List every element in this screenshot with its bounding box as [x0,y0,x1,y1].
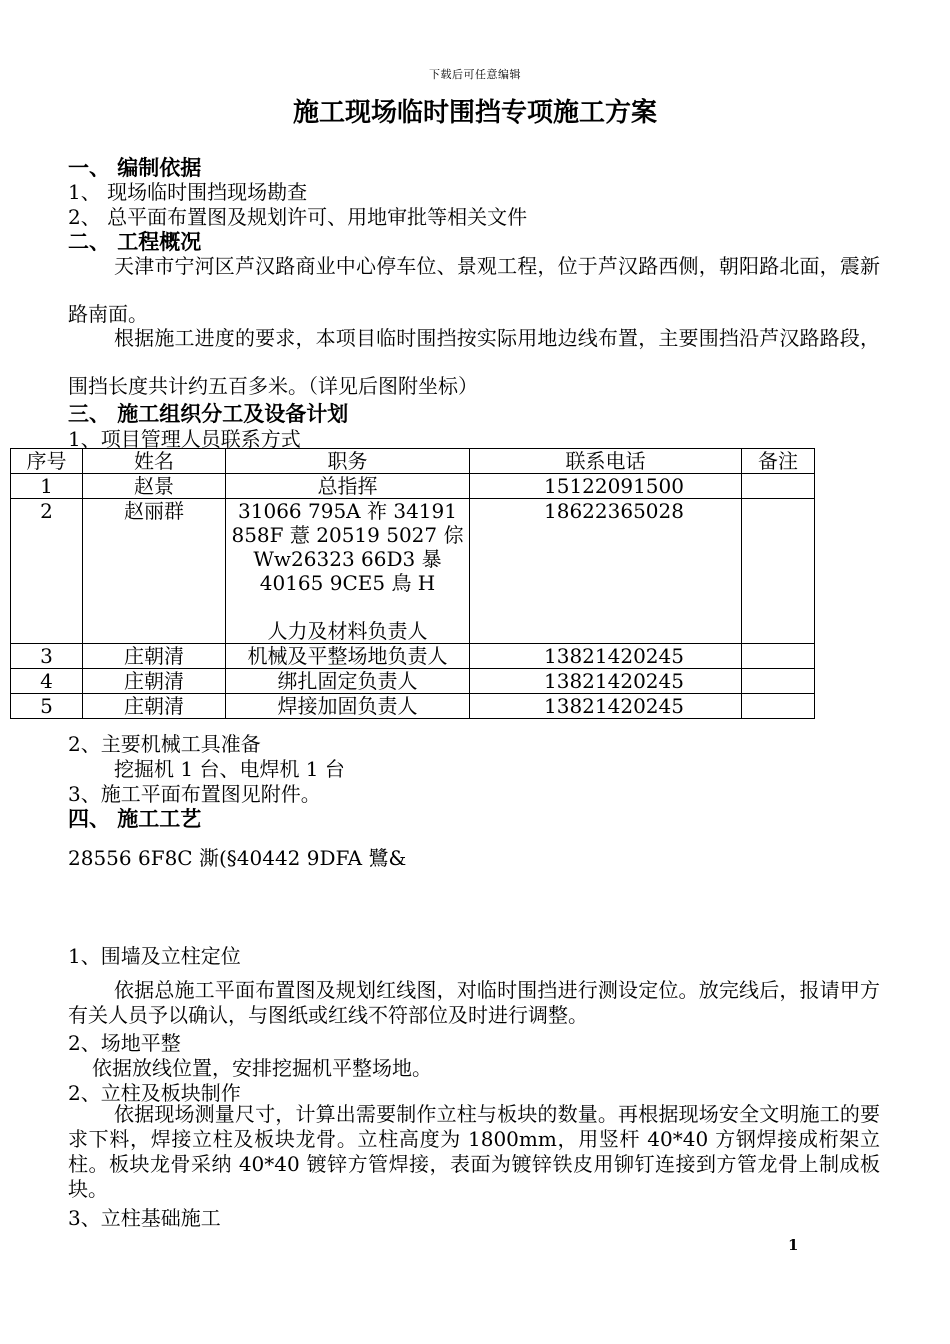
cell-phone: 13821420245 [470,669,742,694]
cell-name: 赵景 [83,474,226,499]
cell-name: 庄朝清 [83,669,226,694]
step3-text: 依据现场测量尺寸，计算出需要制作立柱与板块的数量。再根据现场安全文明施工的要求下料，焊接立柱及板块龙骨。立柱高度为 1800mm，用竖杆 40*40 方钢焊接成桁架立柱。板块龙骨采纳 40*40 镀锌方管焊接，表面为镀锌铁皮用铆钉连接到方管龙骨上制成板块。 [68,1102,880,1201]
cell-duty [226,499,470,644]
cell-duty: 机械及平整场地负责人 [226,644,470,669]
col-header-no: 序号 [11,449,83,474]
machines-list: 挖掘机 1 台、电焊机 1 台 [114,757,345,781]
section2-paragraph-1: 天津市宁河区芦汉路商业中心停车位、景观工程，位于芦汉路西侧，朝阳路北面，震新路南面。 [68,254,880,326]
cell-name: 赵丽群 [83,499,226,644]
col-header-phone: 联系电话 [470,449,742,474]
cell-note [742,669,815,694]
cell-phone: 13821420245 [470,644,742,669]
section2-heading: 二、 工程概况 [68,229,202,254]
cell-note [742,644,815,669]
table-row [11,694,815,719]
col-header-duty: 职务 [226,449,470,474]
cell-duty: 绑扎固定负责人 [226,669,470,694]
cell-phone: 13821420245 [470,694,742,719]
cell-note [742,474,815,499]
col-header-name: 姓名 [83,449,226,474]
section4-heading: 四、 施工工艺 [68,806,202,831]
cell-duty-text: 人力及材料负责人 [267,619,428,643]
cell-name: 庄朝清 [83,644,226,669]
cell-no: 3 [11,644,83,669]
section1-heading: 一、 编制依据 [68,155,202,180]
page-number: 1 [788,1236,799,1254]
table-row [11,499,815,644]
section3-sub3: 3、施工平面布置图见附件。 [68,782,321,806]
step3-title: 2、立柱及板块制作 [68,1081,241,1105]
cell-no: 5 [11,694,83,719]
page-title: 施工现场临时围挡专项施工方案 [292,98,657,128]
staff-contact-table [10,448,815,719]
cell-phone: 18622365028 [470,499,742,644]
header-note: 下载后可任意编辑 [429,68,521,81]
section2-paragraph-2: 根据施工进度的要求，本项目临时围挡按实际用地边线布置，主要围挡沿芦汉路路段，围挡长度共计约五百多米。（详见后图附坐标） [68,326,880,398]
step1-title: 1、围墙及立柱定位 [68,944,241,968]
garbled-line: 28556 6F8C 澌(§40442 9DFA 鷺& [68,846,407,870]
col-header-note: 备注 [742,449,815,474]
cell-duty: 总指挥 [226,474,470,499]
table-row [11,474,815,499]
cell-note [742,499,815,644]
cell-note [742,694,815,719]
table-header-row [11,449,815,474]
cell-duty-garbled: 31066 795A 祚 34191 858F 薏 20519 5027 倧 Ww26323 66D3 暴 40165 9CE5 鳥 H [231,499,464,595]
step2-text: 依据放线位置，安排挖掘机平整场地。 [92,1056,432,1080]
cell-name: 庄朝清 [83,694,226,719]
step1-text: 依据总施工平面布置图及规划红线图，对临时围挡进行测设定位。放完线后，报请甲方有关人员予以确认，与图纸或红线不符部位及时进行调整。 [68,978,880,1027]
section1-item-2: 2、 总平面布置图及规划许可、用地审批等相关文件 [68,205,528,229]
cell-no: 1 [11,474,83,499]
cell-phone: 15122091500 [470,474,742,499]
table-row [11,669,815,694]
section3-heading: 三、 施工组织分工及设备计划 [68,401,349,426]
table-row [11,644,815,669]
step4-title: 3、立柱基础施工 [68,1206,221,1230]
section3-sub2: 2、主要机械工具准备 [68,732,261,756]
cell-no: 2 [11,499,83,644]
section3-sub1: 1、项目管理人员联系方式 [68,427,301,451]
section1-item-1: 1、 现场临时围挡现场勘查 [68,180,308,204]
step2-title: 2、场地平整 [68,1031,181,1055]
cell-duty: 焊接加固负责人 [226,694,470,719]
cell-no: 4 [11,669,83,694]
